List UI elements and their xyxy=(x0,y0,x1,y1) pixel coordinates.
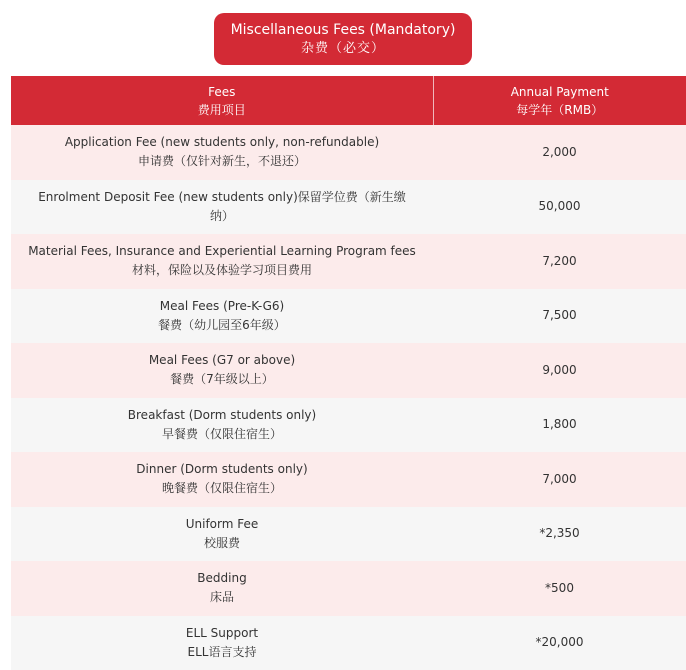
fee-amount: 7,500 xyxy=(433,289,686,344)
fee-description xyxy=(11,343,433,398)
fee-amount: 9,000 xyxy=(433,343,686,398)
fee-name-cn: 早餐费（仅限住宿生） xyxy=(17,425,427,444)
fee-name-en: Breakfast (Dorm students only) xyxy=(17,406,427,425)
table-row xyxy=(11,452,686,507)
fee-description xyxy=(11,180,433,235)
table-row xyxy=(11,398,686,453)
fee-name-en: Application Fee (new students only, non-refundable) xyxy=(17,133,427,152)
fee-name-cn: 餐费（幼儿园至6年级） xyxy=(17,316,427,335)
fee-description xyxy=(11,616,433,670)
fee-description xyxy=(11,234,433,289)
table-row xyxy=(11,234,686,289)
table-header-row xyxy=(11,76,686,125)
fee-name-cn: 晚餐费（仅限住宿生） xyxy=(17,479,427,498)
table-row xyxy=(11,616,686,670)
table-row xyxy=(11,507,686,562)
fee-name-cn: 申请费（仅针对新生，不退还） xyxy=(17,152,427,171)
header-fees-en: Fees xyxy=(11,83,433,101)
fee-description xyxy=(11,507,433,562)
table-row xyxy=(11,289,686,344)
section-title-banner xyxy=(214,13,472,65)
fee-name-cn: 校服费 xyxy=(17,534,427,553)
fee-amount: 50,000 xyxy=(433,180,686,235)
fee-name-en: Bedding xyxy=(17,569,427,588)
fee-name-cn: 床品 xyxy=(17,588,427,607)
fee-name-cn: 材料，保险以及体验学习项目费用 xyxy=(17,261,427,280)
table-row xyxy=(11,561,686,616)
table-row xyxy=(11,180,686,235)
fee-description xyxy=(11,452,433,507)
fee-name-cn: 餐费（7年级以上） xyxy=(17,370,427,389)
fee-amount: 7,200 xyxy=(433,234,686,289)
fee-name-en: Enrolment Deposit Fee (new students only)保留学位费（新生缴 xyxy=(17,188,427,207)
fees-table xyxy=(11,76,686,670)
fee-description xyxy=(11,561,433,616)
fee-name-en: ELL Support xyxy=(17,624,427,643)
fee-amount: *2,350 xyxy=(433,507,686,562)
section-title-cn: 杂费（必交） xyxy=(301,40,385,58)
section-title-en: Miscellaneous Fees (Mandatory) xyxy=(231,21,456,40)
fee-name-en: Meal Fees (Pre-K-G6) xyxy=(17,297,427,316)
header-payment-cn: 每学年（RMB） xyxy=(434,101,686,119)
fee-amount: *20,000 xyxy=(433,616,686,670)
fee-name-en: Material Fees, Insurance and Experiential Learning Program fees xyxy=(17,242,427,261)
fee-name-en: Uniform Fee xyxy=(17,515,427,534)
fee-name-cn: 纳） xyxy=(17,207,427,226)
fee-name-cn: ELL语言支持 xyxy=(17,643,427,662)
header-fees xyxy=(11,76,433,125)
fee-amount: *500 xyxy=(433,561,686,616)
fee-description xyxy=(11,125,433,180)
header-fees-cn: 费用项目 xyxy=(11,101,433,119)
table-row xyxy=(11,343,686,398)
fee-amount: 1,800 xyxy=(433,398,686,453)
fee-amount: 2,000 xyxy=(433,125,686,180)
fee-description xyxy=(11,289,433,344)
table-row xyxy=(11,125,686,180)
fee-amount: 7,000 xyxy=(433,452,686,507)
header-payment-en: Annual Payment xyxy=(434,83,686,101)
header-annual-payment xyxy=(433,76,686,125)
fee-description xyxy=(11,398,433,453)
fee-name-en: Dinner (Dorm students only) xyxy=(17,460,427,479)
fee-name-en: Meal Fees (G7 or above) xyxy=(17,351,427,370)
